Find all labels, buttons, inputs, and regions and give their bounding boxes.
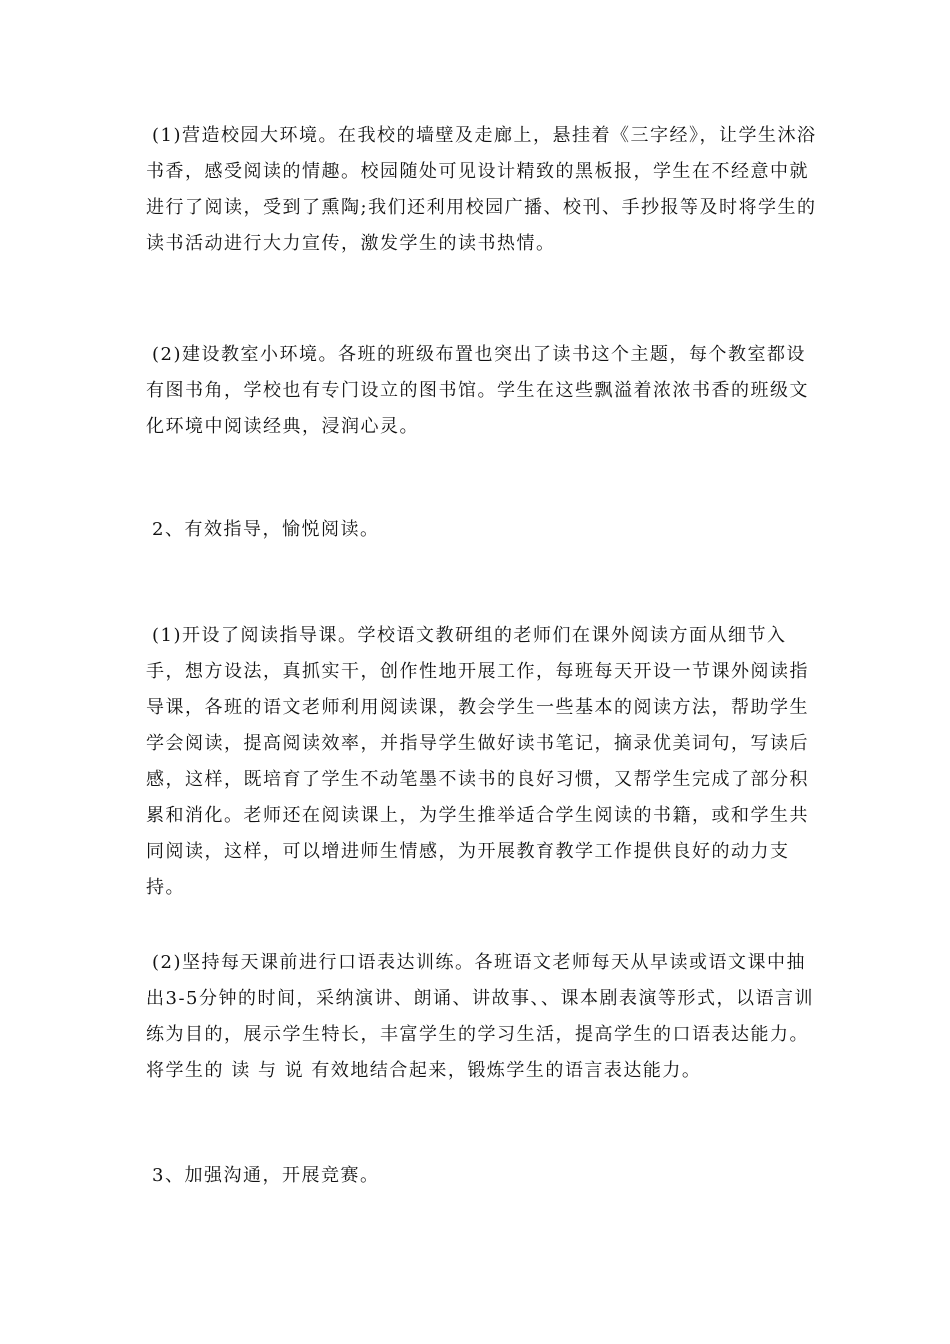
section-heading-competition: 3、加强沟通，开展竞赛。 <box>152 1165 380 1186</box>
paragraph-classroom-environment: (2)建设教室小环境。各班的班级布置也突出了读书这个主题，每个教室都设有图书角，学校也有专门设立的图书馆。学生在这些飘溢着浓浓书香的班级文化环境中阅读经典，浸润心灵。 <box>146 344 809 437</box>
paragraph-campus-environment: (1)营造校园大环境。在我校的墙壁及走廊上，悬挂着《三字经》，让学生沐浴书香，感受阅读的情趣。校园随处可见设计精致的黑板报，学生在不经意中就进行了阅读，受到了熏陶;我们还利用校园广播、校刊、手抄报等及时将学生的读书活动进行大力宣传，激发学生的读书热情。 <box>146 125 817 254</box>
paragraph-reading-guidance-class: (1)开设了阅读指导课。学校语文教研组的老师们在课外阅读方面从细节入手，想方设法，真抓实干，创作性地开展工作，每班每天开设一节课外阅读指导课，各班的语文老师利用阅读课，教会学生一些基本的阅读方法，帮助学生学会阅读，提高阅读效率，并指导学生做好读书笔记，摘录优美词句，写读后感，这样，既培育了学生不动笔墨不读书的良好习惯，又帮学生完成了部分积累和消化。老师还在阅读课上，为学生推举适合学生阅读的书籍，或和学生共同阅读，这样，可以增进师生情感，为开展教育教学工作提供良好的动力支持。 <box>146 625 809 898</box>
section-heading-guidance: 2、有效指导，愉悦阅读。 <box>152 519 380 540</box>
paragraph-oral-expression-training: (2)坚持每天课前进行口语表达训练。各班语文老师每天从早读或语文课中抽出3-5分钟的时间，采纳演讲、朗诵、讲故事、、课本剧表演等形式，以语言训练为目的，展示学生特长，丰富学生的学习生活，提高学生的口语表达能力。将学生的 读 与 说 有效地结合起来，锻炼学生的语言表达能力。 <box>146 952 814 1081</box>
